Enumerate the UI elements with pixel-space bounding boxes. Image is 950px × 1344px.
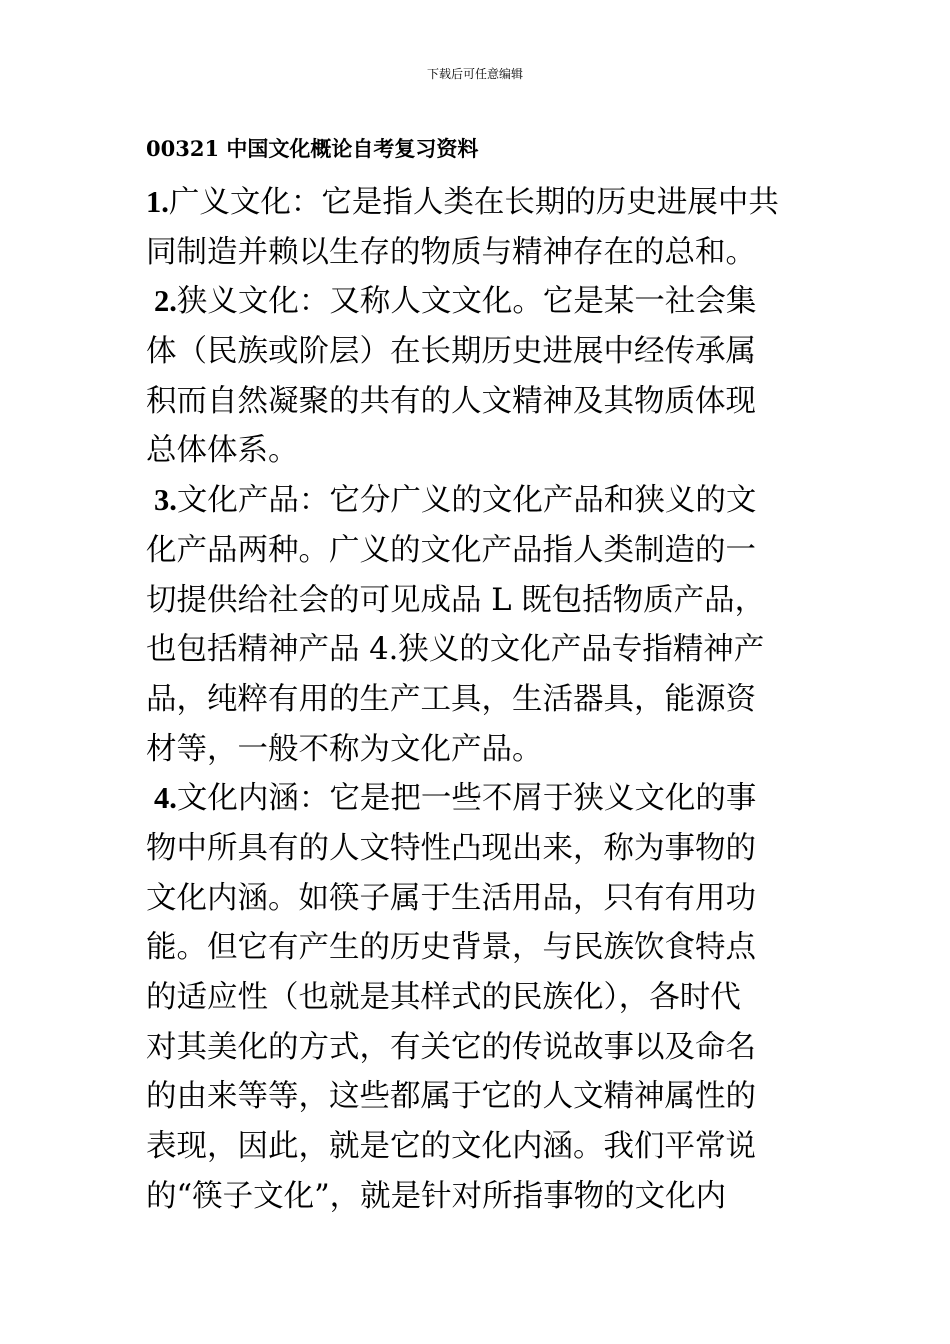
line-text: 切提供给社会的可见成品 L 既包括物质产品， xyxy=(146,582,766,618)
text-line xyxy=(146,1122,810,1172)
line-text: 的适应性（也就是其样式的民族化），各时代 xyxy=(146,980,741,1015)
item-number: 1. xyxy=(146,185,169,219)
text-line xyxy=(146,526,810,576)
line-text: 对其美化的方式，有关它的传说故事以及命名 xyxy=(146,1029,756,1065)
text-line xyxy=(146,327,810,377)
line-text: 能。但它有产生的历史背景，与民族饮食特点 xyxy=(146,930,756,966)
line-text: 的由来等等，这些都属于它的人文精神属性的 xyxy=(146,1079,756,1115)
text-line xyxy=(146,1172,810,1222)
line-text: 体（民族或阶层）在长期历史进展中经传承属 xyxy=(146,334,756,370)
text-line xyxy=(146,277,810,327)
page-header: 下载后可任意编辑 xyxy=(426,67,523,81)
text-line xyxy=(146,1023,810,1073)
line-text: 化产品两种。广义的文化产品指人类制造的一 xyxy=(146,532,756,568)
document-body xyxy=(146,178,810,1221)
line-text: 文化内涵：它是把一些不屑于狭义文化的事 xyxy=(176,781,757,817)
line-text: 物中所具有的人文特性凸现出来，称为事物的 xyxy=(146,830,756,866)
text-line xyxy=(146,874,810,924)
document-title: 00321 中国文化概论自考复习资料 xyxy=(146,136,479,161)
text-line xyxy=(146,824,810,874)
text-line xyxy=(146,923,810,973)
line-text: 表现，因此，就是它的文化内涵。我们平常说 xyxy=(146,1129,756,1165)
line-text: 也包括精神产品 4.狭义的文化产品专指精神产 xyxy=(146,632,765,668)
text-line xyxy=(146,377,810,427)
text-line xyxy=(146,1072,810,1122)
text-line xyxy=(146,178,810,228)
line-text: 文化产品：它分广义的文化产品和狭义的文 xyxy=(176,483,757,519)
text-line xyxy=(146,774,810,824)
line-text: 材等，一般不称为文化产品。 xyxy=(146,731,543,767)
text-line xyxy=(146,476,810,526)
line-text: 广义文化：它是指人类在长期的历史进展中共 xyxy=(168,185,779,220)
line-text: 总体体系。 xyxy=(146,433,299,469)
text-line xyxy=(146,725,810,775)
text-line xyxy=(146,576,810,626)
item-number: 2. xyxy=(154,284,177,319)
item-number: 3. xyxy=(154,483,177,518)
line-text: 品，纯粹有用的生产工具，生活器具，能源资 xyxy=(146,681,756,717)
text-line xyxy=(146,973,810,1023)
line-text: 狭义文化：又称人文文化。它是某一社会集 xyxy=(176,284,757,320)
text-line xyxy=(146,675,810,725)
line-text: 积而自然凝聚的共有的人文精神及其物质体现 xyxy=(146,383,756,419)
line-text: 文化内涵。如筷子属于生活用品，只有有用功 xyxy=(146,880,756,916)
text-line xyxy=(146,426,810,476)
line-text: 同制造并赖以生存的物质与精神存在的总和。 xyxy=(146,234,756,270)
item-number: 4. xyxy=(154,781,177,816)
line-text: 的“筷子文化”，就是针对所指事物的文化内 xyxy=(146,1178,727,1214)
text-line xyxy=(146,625,810,675)
text-line xyxy=(146,228,810,278)
